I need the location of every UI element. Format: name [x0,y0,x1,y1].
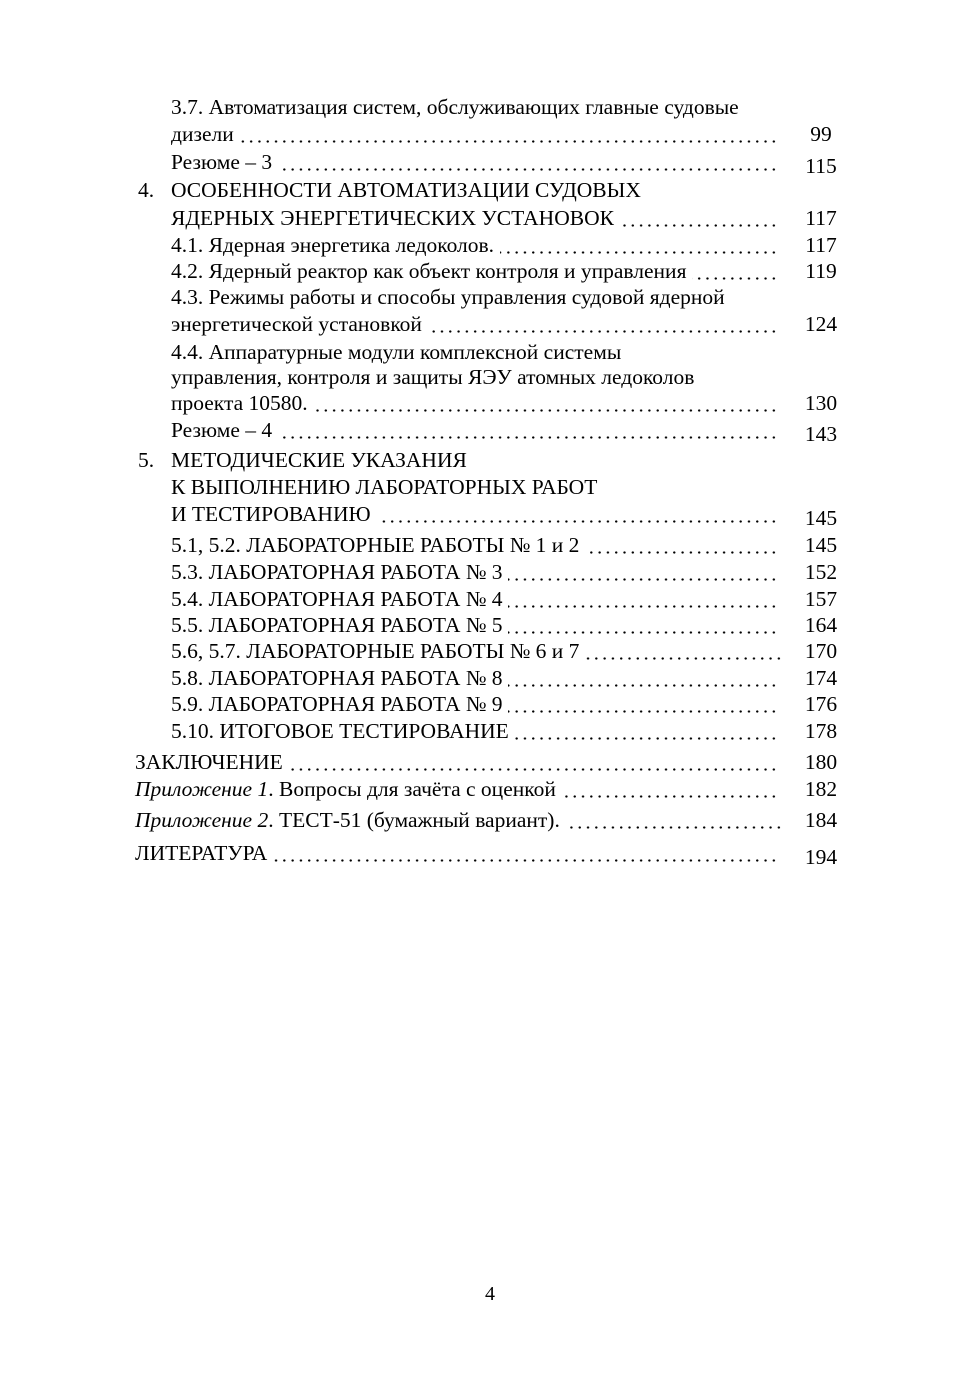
toc-entry-text: 5.8. ЛАБОРАТОРНАЯ РАБОТА № 8 [171,666,503,690]
toc-entry-text: 5.3. ЛАБОРАТОРНАЯ РАБОТА № 3 [171,560,503,584]
toc-entry[interactable] [171,666,778,690]
toc-entry[interactable] [171,719,778,743]
toc-entry-text: управления, контроля и защиты ЯЭУ атомных ледоколов [171,365,695,389]
toc-entry-text: ЗАКЛЮЧЕНИЕ [135,750,283,774]
toc-entry-text: 5.6, 5.7. ЛАБОРАТОРНЫЕ РАБОТЫ № 6 и 7 [171,639,580,663]
toc-entry-text: 5.9. ЛАБОРАТОРНАЯ РАБОТА № 9 [171,692,503,716]
toc-page-number: 170 [804,639,838,663]
toc-entry[interactable] [171,206,778,230]
toc-entry-text: Резюме – 4 [171,418,273,442]
toc-page-number: 182 [804,777,838,801]
toc-entry[interactable] [171,639,783,663]
toc-entry[interactable] [171,418,778,442]
toc-entry[interactable] [135,750,778,774]
toc-page-number: 145 [804,506,838,530]
toc-entry[interactable] [171,233,778,257]
toc-entry[interactable] [171,122,778,146]
toc-page-number: 184 [804,808,838,832]
toc-page-number: 117 [805,206,837,230]
toc-page-number: 130 [804,391,838,415]
dot-leader [278,436,778,439]
toc-entry-text: Резюме – 3 [171,150,273,174]
toc-page-number: 115 [805,154,837,178]
toc-chapter-title: К ВЫПОЛНЕНИЮ ЛАБОРАТОРНЫХ РАБОТ [171,475,598,499]
toc-entry[interactable] [171,692,778,716]
toc-page-number: 164 [804,613,838,637]
toc-chapter-number: 4. [138,178,155,202]
dot-leader [278,168,778,171]
toc-chapter-title: И ТЕСТИРОВАНИЮ [171,502,371,526]
toc-chapter-number: 5. [138,448,155,472]
toc-entry[interactable] [171,259,778,283]
dot-leader [692,277,778,280]
toc-page-number: 117 [805,233,837,257]
dot-leader [508,605,778,608]
dot-leader [515,737,778,740]
toc-entry-text: 5.1, 5.2. ЛАБОРАТОРНЫЕ РАБОТЫ № 1 и 2 [171,533,580,557]
toc-entry-text: проекта 10580. [171,391,308,415]
toc-entry[interactable] [171,613,778,637]
dot-leader [508,710,778,713]
toc-chapter-title: ОСОБЕННОСТИ АВТОМАТИЗАЦИИ СУДОВЫХ [171,178,641,202]
toc-page-number: 99 [810,122,832,146]
toc-page-number: 194 [804,845,838,869]
dot-leader [314,409,778,412]
dot-leader [289,768,778,771]
appendix-title: . ТЕСТ-51 (бумажный вариант). [268,808,560,832]
dot-leader [508,631,778,634]
toc-entry-text: энергетической установкой [171,312,422,336]
toc-entry-text: 4.2. Ядерный реактор как объект контроля и управления [171,259,687,283]
appendix-title: . Вопросы для зачёта с оценкой [268,777,556,801]
dot-leader [620,224,778,227]
toc-entry[interactable] [135,777,778,801]
toc-entry-text: дизели [171,122,234,146]
appendix-label: Приложение 2 [135,808,269,832]
dot-leader [273,859,778,862]
toc-entry-text: 4.1. Ядерная энергетика ледоколов. [171,233,495,257]
toc-entry-text: 4.4. Аппаратурные модули комплексной системы [171,340,622,364]
page-number: 4 [485,1283,495,1305]
toc-entry-text: 3.7. Автоматизация систем, обслуживающих главные судовые [171,95,739,119]
toc-entry[interactable] [171,560,778,584]
toc-page-number: 145 [804,533,838,557]
dot-leader [428,330,778,333]
toc-entry[interactable] [171,587,778,611]
dot-leader [508,684,778,687]
dot-leader [240,140,778,143]
toc-page-number: 178 [804,719,838,743]
dot-leader [585,657,783,660]
toc-entry[interactable] [171,391,778,415]
dot-leader [562,795,778,798]
toc-entry[interactable] [171,312,778,336]
dot-leader [508,578,778,581]
toc-entry[interactable] [135,808,783,832]
dot-leader [377,520,778,523]
toc-page-number: 176 [804,692,838,716]
toc-entry-text [135,808,560,832]
toc-entry[interactable] [135,841,778,865]
toc-page-number: 180 [804,750,838,774]
dot-leader [566,826,783,829]
toc-page-number: 157 [804,587,838,611]
dot-leader [585,551,778,554]
appendix-label: Приложение 1 [135,777,269,801]
toc-page-number: 174 [804,666,838,690]
toc-entry-text: 5.10. ИТОГОВОЕ ТЕСТИРОВАНИЕ [171,719,509,743]
toc-page-number: 143 [804,422,838,446]
dot-leader [500,251,778,254]
toc-entry[interactable] [171,533,778,557]
toc-entry-text: 5.5. ЛАБОРАТОРНАЯ РАБОТА № 5 [171,613,503,637]
toc-chapter-title: ЯДЕРНЫХ ЭНЕРГЕТИЧЕСКИХ УСТАНОВОК [171,206,614,230]
toc-page-number: 124 [804,312,838,336]
toc-entry-text [135,777,556,801]
toc-page-number: 152 [804,560,838,584]
toc-entry-text: ЛИТЕРАТУРА [135,841,268,865]
toc-chapter-title: МЕТОДИЧЕСКИЕ УКАЗАНИЯ [171,448,467,472]
toc-entry[interactable] [171,150,778,174]
toc-entry-text: 4.3. Режимы работы и способы управления судовой ядерной [171,285,725,309]
toc-page-number: 119 [805,259,837,283]
toc-entry[interactable] [171,502,778,526]
toc-entry-text: 5.4. ЛАБОРАТОРНАЯ РАБОТА № 4 [171,587,503,611]
